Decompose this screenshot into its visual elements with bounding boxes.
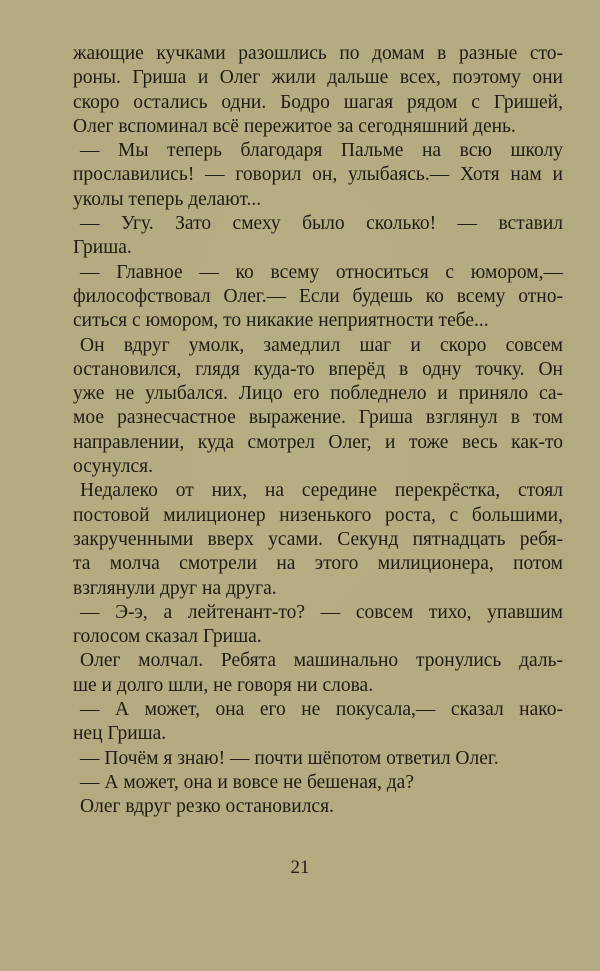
text-line: уколы теперь делают... — [73, 188, 262, 210]
page-number: 21 — [290, 857, 310, 878]
text-line: Он вдруг умолк, замедлил шаг и скоро совсем — [80, 334, 563, 356]
text-line: Олег вдруг резко остановился. — [80, 796, 334, 818]
text-line: — Мы теперь благодаря Пальме на всю школу — [80, 140, 563, 162]
text-line: — Э-э, а лейтенант-то? — совсем тихо, упавшим — [80, 601, 563, 623]
text-line: направлении, куда смотрел Олег, и тоже весь как-то — [73, 431, 563, 453]
text-line: прославились! — говорил он, улыбаясь.— Хотя нам и — [73, 164, 563, 186]
text-line: — Угу. Зато смеху было сколько! — вставил — [80, 213, 563, 235]
text-line: — Почём я знаю! — почти шёпотом ответил Олег. — [80, 747, 499, 769]
text-line: роны. Гриша и Олег жили дальше всех, поэтому они — [73, 67, 563, 89]
text-line: философствовал Олег.— Если будешь ко всему отно- — [73, 285, 563, 307]
text-line: Олег молчал. Ребята машинально тронулись даль- — [80, 650, 563, 672]
text-line: уже не улыбался. Лицо его побледнело и приняло са- — [73, 383, 563, 405]
text-line: постовой милиционер низенького роста, с большими, — [73, 504, 563, 526]
text-line: та молча смотрели на этого милиционера, потом — [73, 553, 563, 575]
text-line: — А может, она его не покусала,— сказал нако- — [80, 699, 563, 721]
text-line: нец Гриша. — [73, 723, 167, 745]
text-line: жающие кучками разошлись по домам в разные сто- — [73, 43, 563, 64]
text-line: взглянули друг на друга. — [73, 577, 277, 599]
text-line: скоро остались одни. Бодро шагая рядом с Гришей, — [73, 91, 563, 113]
text-line: Олег вспоминал всё пережитое за сегодняшний день. — [73, 115, 516, 137]
page-body-text — [73, 42, 563, 820]
text-line: мое разнесчастное выражение. Гриша взглянул в том — [73, 407, 563, 429]
text-line: ше и долго шли, не говоря ни слова. — [73, 674, 374, 696]
text-line: осунулся. — [73, 456, 153, 478]
text-line: Гриша. — [73, 237, 132, 259]
text-line: ситься с юмором, то никакие неприятности тебе... — [73, 310, 489, 332]
text-line: закрученными вверх усами. Секунд пятнадцать ребя- — [73, 528, 563, 550]
text-line: — А может, она и вовсе не бешеная, да? — [80, 771, 414, 793]
text-line: голосом сказал Гриша. — [73, 626, 262, 648]
text-line: Недалеко от них, на середине перекрёстка, стоял — [80, 480, 563, 502]
text-line: — Главное — ко всему относиться с юмором,— — [80, 261, 563, 283]
text-line: остановился, глядя куда-то вперёд в одну точку. Он — [73, 358, 563, 380]
